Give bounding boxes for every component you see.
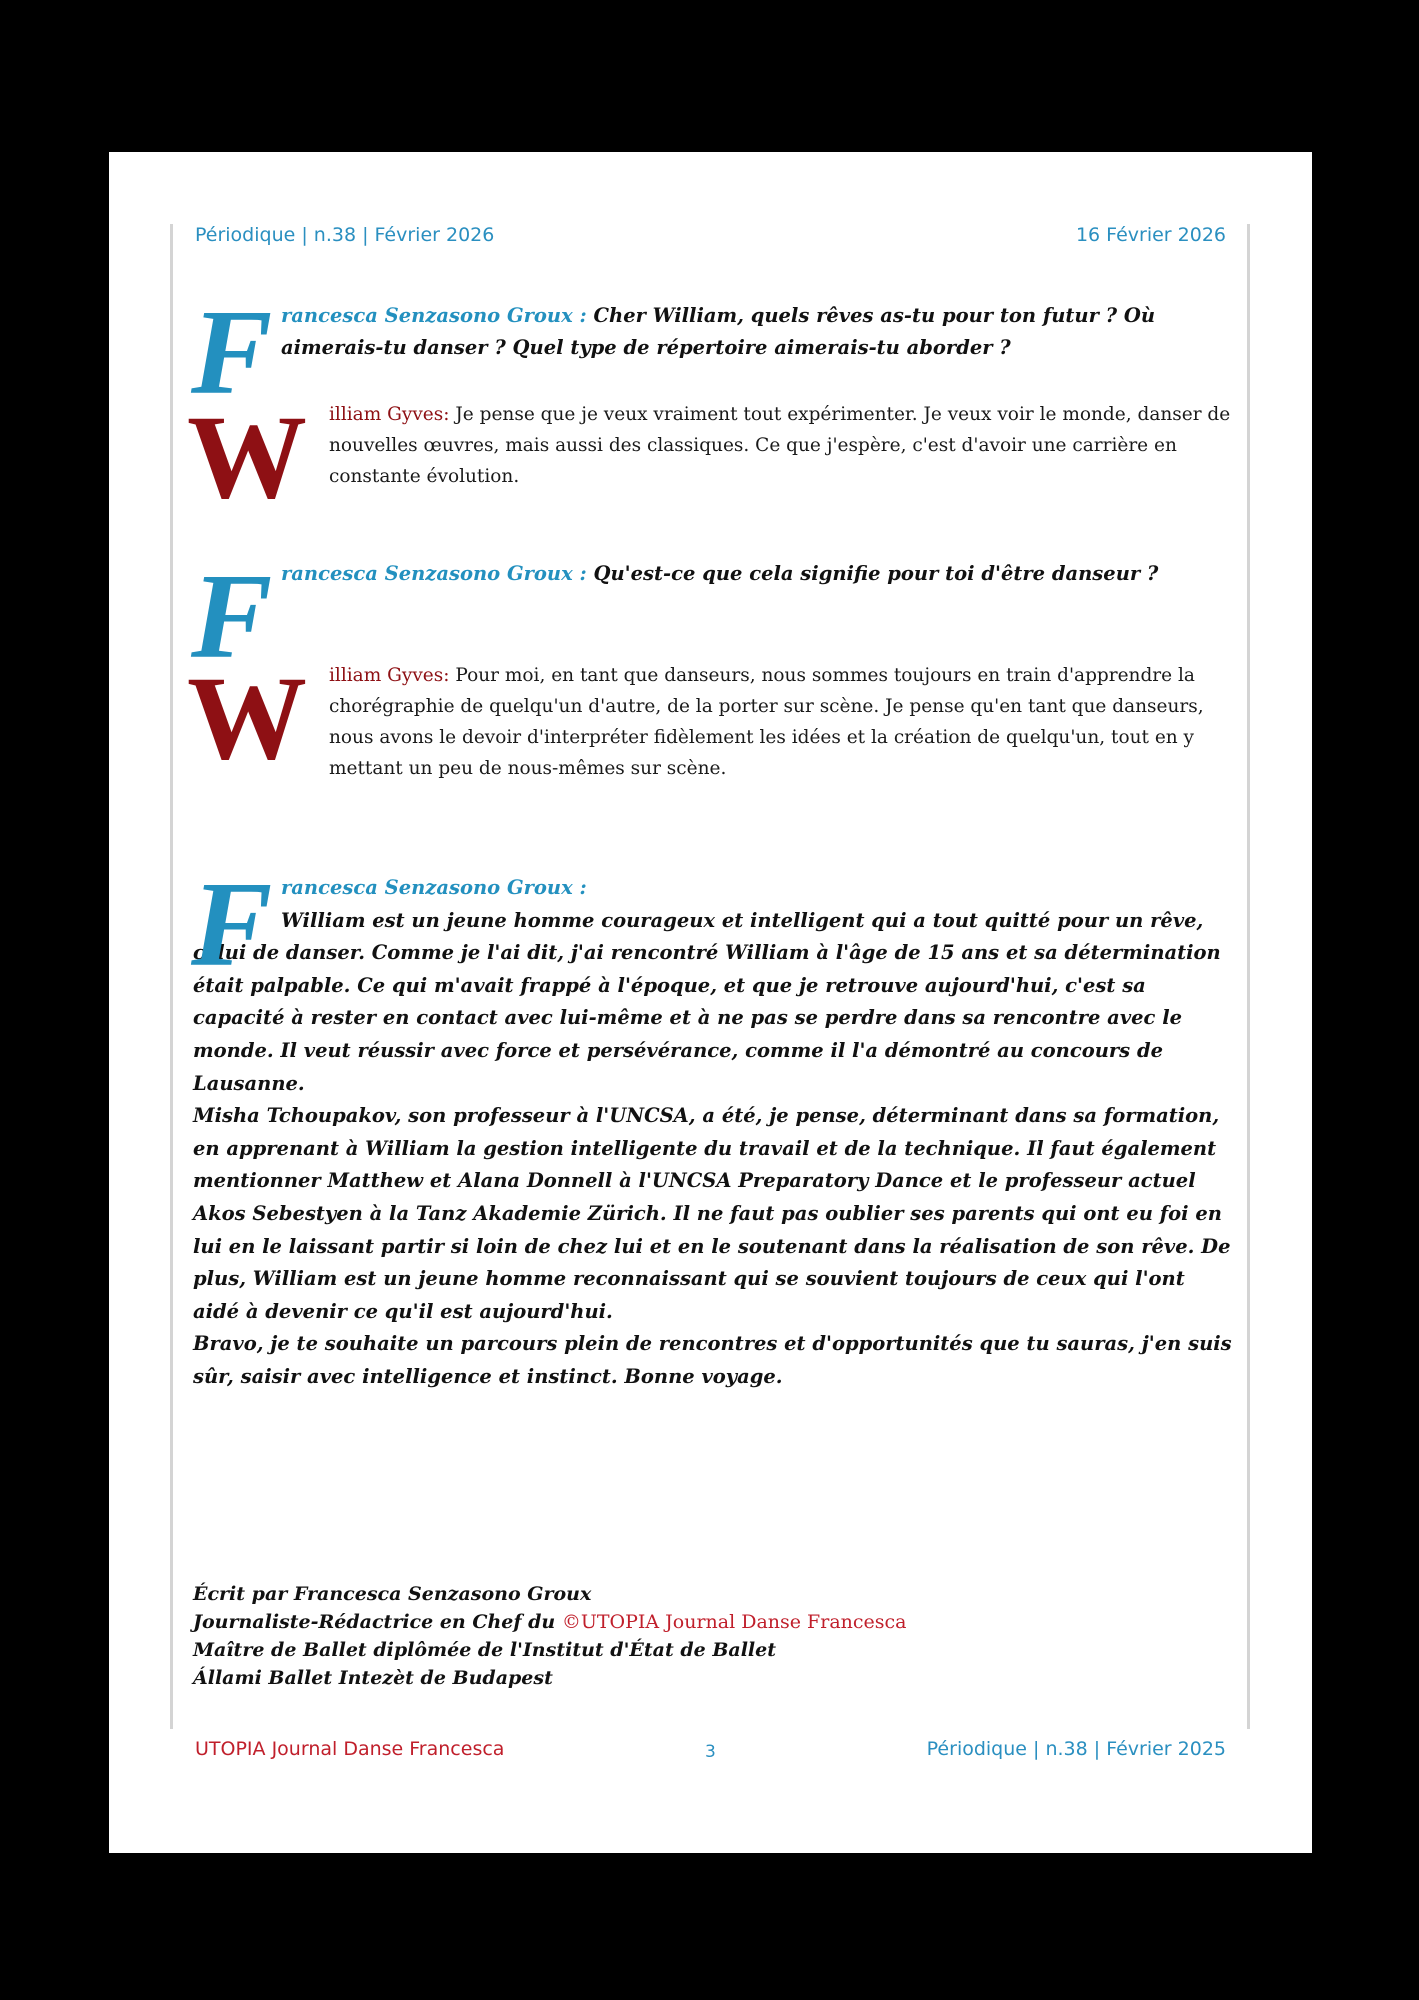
respondent-name: illiam Gyves: (329, 404, 450, 425)
header-date: 16 Février 2026 (1075, 224, 1226, 246)
dropcap-w: W (187, 390, 307, 523)
closing-block (191, 857, 1233, 1394)
question-body: Cher William, quels rêves as-tu pour ton futur ? Où aimerais-tu danser ? Quel type de répertoire aimerais-tu aborder ? (281, 304, 1156, 359)
question-text (193, 300, 1233, 364)
answer-block (187, 651, 1233, 784)
signature-line: Maître de Ballet diplômée de l'Institut d'État de Ballet (193, 1639, 777, 1661)
closing-paragraph: Bravo, je te souhaite un parcours plein de rencontres et d'opportunités que tu sauras, j'en suis sûr, saisir avec intelligence et instinct. Bonne voyage. (193, 1332, 1232, 1388)
header-periodical: Périodique | n.38 | Février 2026 (195, 224, 495, 246)
footer-periodical: Périodique | n.38 | Février 2025 (926, 1738, 1226, 1760)
question-body: Qu'est-ce que cela signifie pour toi d'être danseur ? (593, 562, 1159, 585)
left-margin-rule (170, 224, 173, 1729)
closing-paragraph: Misha Tchoupakov, son professeur à l'UNCSA, a été, je pense, déterminant dans sa formation, en apprenant à William la gestion intelligente du travail et de la technique. Il faut également mentionner Matthew et Alana Donnell à l'UNCSA Preparatory Dance et le professeur actuel Akos Sebestyen à la Tanz Akademie Zürich. Il ne faut pas oublier ses parents qui ont eu foi en lui en le laissant partir si loin de chez lui et en le soutenant dans la réalisation de son rêve. De plus, William est un jeune homme reconnaissant qui se souvient toujours de ceux qui l'ont aidé à devenir ce qu'il est aujourd'hui. (193, 1104, 1231, 1323)
answer-body: Je pense que je veux vraiment tout expérimenter. Je veux voir le monde, danser de nouvelles œuvres, mais aussi des classiques. Ce que j'espère, c'est d'avoir une carrière en constante évolution. (329, 404, 1231, 487)
dropcap-f: F (191, 549, 273, 684)
respondent-name: illiam Gyves: (329, 665, 450, 686)
dropcap-w: W (187, 651, 307, 784)
signature-line: Écrit par Francesca Senzasono Groux (193, 1583, 592, 1605)
answer-body: Pour moi, en tant que danseurs, nous sommes toujours en train d'apprendre la chorégraphie de quelqu'un d'autre, de la porter sur scène. Je pense qu'en tant que danseurs, nous avons le devoir d'interpréter fidèlement les idées et la création de quelqu'un, tout en y mettant un peu de nous-mêmes sur scène. (329, 665, 1204, 779)
answer-text (193, 660, 1233, 784)
dropcap-f: F (191, 857, 273, 992)
interviewer-name: rancesca Senzasono Groux : (281, 304, 587, 327)
interviewer-name: rancesca Senzasono Groux : (281, 562, 587, 585)
answer-text (193, 399, 1233, 492)
answer-block (187, 390, 1233, 523)
question-text (193, 558, 1233, 590)
signature-line: Állami Ballet Intezèt de Budapest (193, 1667, 553, 1689)
journal-link[interactable]: ©UTOPIA Journal Danse Francesca (561, 1611, 907, 1633)
right-margin-rule (1247, 224, 1250, 1729)
footer-journal: UTOPIA Journal Danse Francesca (195, 1738, 505, 1760)
signature-line: Journaliste-Rédactrice en Chef du ©UTOPIA Journal Danse Francesca (193, 1611, 907, 1633)
signature (193, 1580, 1233, 1692)
closing-paragraph: William est un jeune homme courageux et intelligent qui a tout quitté pour un rêve, celui de danser. Comme je l'ai dit, j'ai rencontré William à l'âge de 15 ans et sa détermination était palpable. Ce qui m'avait frappé à l'époque, et que je retrouve aujourd'hui, c'est sa capacité à rester en contact avec lui-même et à ne pas se perdre dans sa rencontre avec le monde. Il veut réussir avec force et persévérance, comme il l'a démontré au concours de Lausanne. (193, 908, 1221, 1095)
closing-author (193, 872, 1233, 905)
document-page (109, 152, 1312, 1853)
page-number: 3 (705, 1742, 716, 1762)
dropcap-f: F (191, 285, 273, 420)
closing-author-name: rancesca Senzasono Groux : (281, 876, 587, 899)
